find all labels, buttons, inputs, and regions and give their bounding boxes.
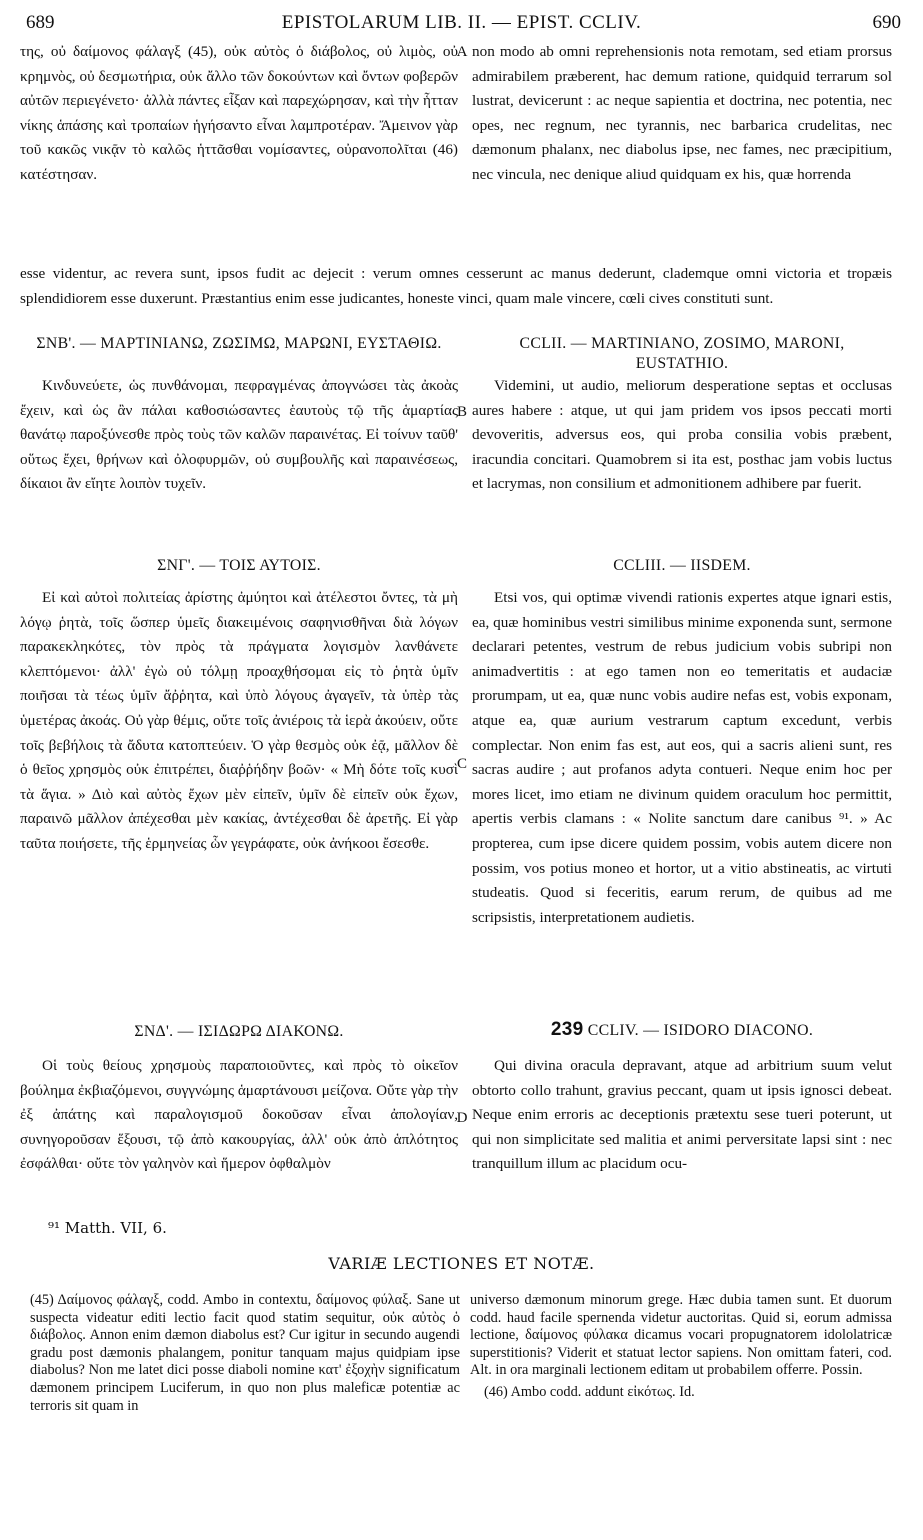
latin-title-253: CCLIII. — IISDEM.: [613, 557, 751, 574]
running-title: EPISTOLARUM LIB. II. — EPIST. CCLIV.: [281, 12, 642, 33]
latin-title-252: CCLII. — MARTINIANO, ZOSIMO, MARONI, EUSTATHIO.: [519, 335, 845, 372]
latin-title-254-text: CCLIV. — ISIDORO DIACONO.: [587, 1022, 814, 1039]
latin-continuation-full: esse videntur, ac revera sunt, ipsos fudit ac dejecit : verum omnes cesserunt ac manus dederunt, clademque omni victoria et tropæis splendidiorem esse duxerunt. Præstantius enim esse judicantes, honeste vinci, quam male vincere, cœli cives constituti sunt.: [20, 265, 892, 307]
margin-letter-d: D: [456, 1110, 468, 1126]
folio-number: 239: [550, 1019, 584, 1040]
greek-text-254: Οἱ τοὺς θείους χρησμοὺς παραποιοῦντες, καὶ πρὸς τὸ οἰκεῖον βούλημα ἐκβιαζόμενοι, συγγνώμης ἁμαρτάνουσι μείζονα. Οὔτε γὰρ τὴν ἐξ ἀπάτης καὶ παραλογισμοῦ δοκοῦσαν εἶναι ἀπολογίαν, συνηγοροῦσαν ἕξουσι, τῷ ἀπὸ κακουργίας, ἀλλ' οὐκ ἀπὸ ἁπλότητος ἐσφάλθαι· οὔτε τὸν γαληνὸν καὶ ἥμερον ὀφθαλμὸν: [20, 1057, 458, 1173]
variae-title: VARIÆ LECTIONES ET NOTÆ.: [328, 1254, 595, 1273]
greek-title-253: ΣΝΓ'. — ΤΟΙΣ ΑΥΤΟΙΣ.: [157, 557, 321, 574]
margin-letter-c: C: [456, 756, 467, 772]
greek-continuation: της, οὐ δαίμονος φάλαγξ (45), οὐκ αὐτὸς ὁ διάβολος, οὐ λιμὸς, οὐ κρημνὸς, οὐ δεσμωτήρια, οὐκ ἄλλο τῶν δοκούντων καὶ ὄντων φοβερῶν αὐτῶν περιεγένετο· ἀλλὰ πάντες εἶξαν καὶ παρεχώρησαν, καὶ τὴν ἧτταν νίκης ἁπάσης καὶ τροπαίων ἡγήσαντο εἶναι λαμπροτέραν. Ἄμεινον γὰρ τοῦ κακῶς νικᾷν τὸ καλῶς ἡττᾶσθαι νομίσαντες, οὐρανοπολῖται (46) κατέστησαν.: [20, 43, 458, 183]
page-number-left: 689: [26, 12, 55, 33]
note-45: (45) Δαίμονος φάλαγξ, codd. Ambo in contextu, δαίμονος φύλαξ. Sane ut suspecta videatur editi lectio facit quod statim sequitur, οὐκ αὐτὸς ὁ διάβολος. Annon enim dæmon diabolus est? Cur igitur in secundo augendi gradu post dæmonis phalangem, ponitur tanquam majus quidpiam ipse diabolus? Non me latet dici posse diaboli nomine κατ' ἐξοχὴν significatum dæmonem principem Luciferum, in quo non plus maleficæ potentiæ ac terroris sit quam in: [30, 1292, 460, 1414]
note-46: (46) Ambo codd. addunt εἰκότως. Id.: [484, 1383, 695, 1400]
margin-letter-b: B: [456, 404, 467, 420]
page-number-right: 690: [872, 12, 901, 33]
latin-continuation: non modo ab omni reprehensionis nota remotam, sed etiam prorsus admirabilem præberent, hac demum ratione, quidquid terrarum sol lustrat, devicerunt : ac neque sapientia et doctrina, nec potentia, nec opes, nec regnum, nec tyrannis, nec barbarica crudelitas, nec dæmonum phalanx, nec diabolus ipse, nec fames, nec præcipitium, nec vincula, nec denique aliud quidquam ex his, quæ horrenda: [472, 43, 892, 183]
latin-text-253: Etsi vos, qui optimæ vivendi rationis expertes atque ignari estis, ea, quæ hominibus vestri similibus minime exponenda sunt, sermone declarari petentes, vestrum de rebus judicium vobis subripi non animadvertitis : at ego tamen non eo temeritatis et audaciæ prorumpam, ut ea, quæ nunc vobis audire nefas est, vobis exponam, atque ea, quæ aurium vestrarum captum excedunt, verbis complectar. Non enim fas est, aut eos, qui a sacris alieni sunt, res sacras audire ; aut profanos adyta contueri. Neque enim hoc per mores licet, imo etiam ne divinum quidem oraculum hoc permittit, apertis verbis clamans : « Nolite sanctum dare canibus ⁹¹. » Ac propterea, cum ipse dicere quidem possim, vobis autem dicere non possim, vos potius moneo et hortor, ut a vitio abstineatis, ac virtuti studeatis. Quod si feceritis, earum rerum, de quibus ad me scripsistis, interpretationem audietis.: [472, 589, 892, 926]
latin-title-254: [472, 1020, 892, 1041]
note-45-continued-text: universo dæmonum minorum grege. Hæc dubia tamen sunt. Et duorum codd. haud facile spernenda videtur auctoritas. Quid si, eorum admissa lectione, δαίμονος φύλακα dicamus vocari propugnatorem idololatricæ superstitionis? Viderit et statuat lector sapiens. Non omittam fateri, cod. Alt. in ora marginali lectionem editam ut probabilem offerre. Possin.: [470, 1292, 892, 1379]
footnote: ⁹¹ Matth. VII, 6.: [48, 1219, 167, 1237]
note-45-continued: [470, 1292, 892, 1402]
latin-text-252: Videmini, ut audio, meliorum desperatione septas et occlusas aures habere : atque, ut qui jam pridem vos ipsos peccati morti devoveritis, adversus eos, qui proba consilia vobis præbent, iracundia concitari. Quamobrem si ita est, posthac jam vobis luctus et lacrymas, non consilium et admonitionem adhibere par fuerit.: [472, 377, 892, 493]
latin-text-254: Qui divina oracula depravant, atque ad arbitrium suum velut obtorto collo trahunt, gravius peccant, quam ut ipsis ignosci debeat. Neque enim erroris ac deceptionis prætextu sese tueri poterunt, ut qui non simplicitate sed malitia et animi perversitate lapsi sint : nec tranquillum illum ac placidum ocu-: [472, 1057, 892, 1173]
greek-title-252: ΣΝΒ'. — ΜΑΡΤΙΝΙΑΝΩ, ΖΩΣΙΜΩ, ΜΑΡΩΝΙ, ΕΥΣΤΑΘΙΩ.: [36, 335, 442, 352]
running-header: [20, 8, 903, 38]
greek-title-254: ΣΝΔ'. — ΙΣΙΔΩΡΩ ΔΙΑΚΟΝΩ.: [134, 1023, 344, 1040]
greek-text-253: Εἰ καὶ αὐτοὶ πολιτείας ἀρίστης ἀμύητοι καὶ ἀτέλεστοι ὄντες, τὰ μὴ λόγῳ ῥητὰ, τοῖς ὥσπερ ὑμεῖς διακειμένοις σαφηνισθῆναι διὰ λόγων παρακεκληκότες, τὸν πρὸς τὰ πράγματα λογισμὸν λανθάνετε κλεπτόμενοι· ἀλλ' ἐγὼ οὐ τόλμῃ προαχθήσομαι εἰς τὸ ῥητὰ ὑμῖν ποιῆσαι τὰ τέως ὑμῖν ἄῤῥητα, καὶ ὑπὸ λόγους ἀγαγεῖν, τὰ ὑπὲρ τὰς ὑμετέρας ἀκοάς. Οὐ γὰρ θέμις, οὔτε τοῖς ἀνιέροις τὰ ἱερὰ ἀκούειν, οὔτε τοῖς βεβήλοις τὰ ἄδυτα κατοπτεύειν. Ὁ γὰρ θεσμὸς οὐκ ἐᾷ, μᾶλλον δὲ ὁ θεῖος χρησμὸς οὐκ ἐπιτρέπει, διαῤῥήδην βοῶν· « Μὴ δότε τοῖς κυσὶ τὰ ἅγια. » Διὸ καὶ αὐτὸς ἔχων μὲν εἰπεῖν, ὑμῖν δὲ εἰπεῖν οὐκ ἔχων, παραινῶ μᾶλλον ἀπέχεσθαι μὲν κακίας, ἀντέχεσθαι δὲ ἀρετῆς. Εἰ γὰρ ταῦτα ποιήσετε, τῆς ἑρμηνείας ὧν γεγράφατε, οὐκ ἀνήκοοι ἔσεσθε.: [20, 589, 458, 852]
greek-text-252: Κινδυνεύετε, ὡς πυνθάνομαι, πεφραγμένας ἀπογνώσει τὰς ἀκοὰς ἔχειν, καὶ ὡς ἂν πάλαι καθοσιώσαντες ἑαυτοὺς τῷ τῆς ἁμαρτίας θανάτῳ παροξύνεσθε πρὸς τοὺς τῶν καλῶν παραινέτας. Εἰ τοίνυν ταῦθ' οὕτως ἔχει, θρήνων καὶ ὀλοφυρμῶν, οὐ συμβουλῆς καὶ παραινέσεως, δίκαιοι ἂν εἴητε λοιπὸν τυχεῖν.: [20, 377, 458, 493]
margin-letter-a: A: [456, 44, 468, 60]
